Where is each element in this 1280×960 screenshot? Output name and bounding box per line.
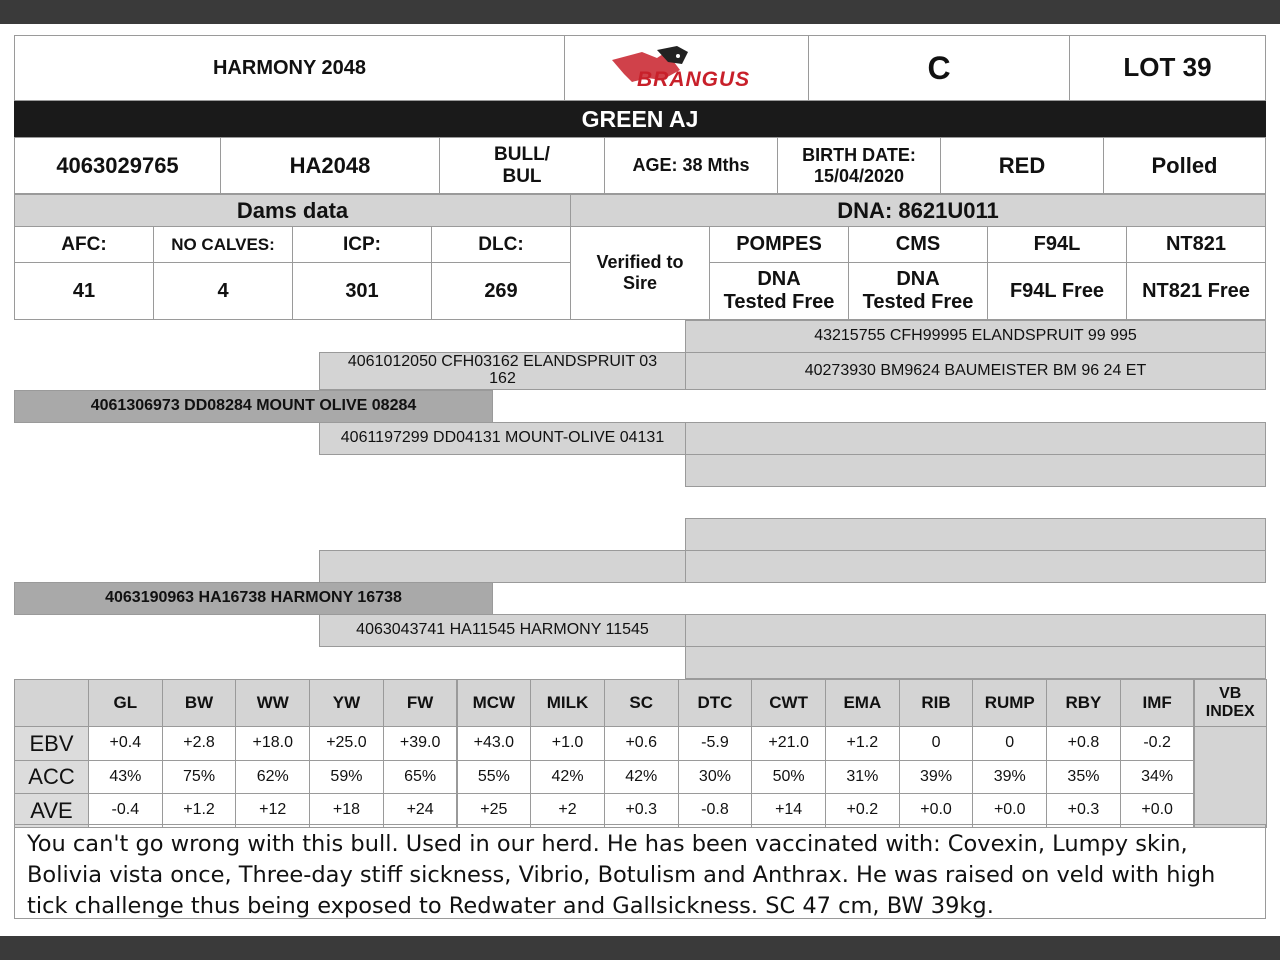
animal-id <box>220 137 440 194</box>
pedigree-text: 4063043741 HA11545 HARMONY 11545 <box>356 621 649 639</box>
pedigree-dam <box>14 582 493 615</box>
dams-header-text: NO CALVES: <box>171 234 275 254</box>
ebv-value: 59% <box>309 760 384 795</box>
ebv-value: 75% <box>162 760 237 795</box>
ebv-value: +1.0 <box>530 726 605 761</box>
colour-text: RED <box>998 152 1046 178</box>
ebv-value: +0.4 <box>88 726 163 761</box>
dams-header-text: ICP: <box>343 233 381 255</box>
category-text: C <box>927 49 951 86</box>
ebv-value: +0.0 <box>1120 793 1195 828</box>
ebv-value: +0.8 <box>1046 726 1121 761</box>
dna-title-text: DNA: 8621U011 <box>837 197 999 223</box>
lot-text: LOT 39 <box>1123 52 1212 83</box>
vb-index-value <box>1194 726 1268 828</box>
ebv-column-header: BW <box>162 679 237 727</box>
pedigree-ss <box>319 352 686 390</box>
ebv-value: +14 <box>751 793 826 828</box>
ebv-value: 0 <box>899 726 974 761</box>
pedigree-sds <box>685 422 1266 455</box>
lot-number <box>1069 35 1266 101</box>
pedigree-text: 40273930 BM9624 BAUMEISTER BM 96 24 ET <box>804 361 1147 379</box>
ebv-value: +0.0 <box>972 793 1047 828</box>
reg-number-text: 4063029765 <box>56 152 179 178</box>
ebv-column-header: CWT <box>751 679 826 727</box>
pedigree-text: 4061306973 DD08284 MOUNT OLIVE 08284 <box>90 397 417 415</box>
ebv-value: -5.9 <box>678 726 753 761</box>
owner-band <box>14 101 1266 137</box>
ebv-value: +1.2 <box>825 726 900 761</box>
birth-date-text: BIRTH DATE: 15/04/2020 <box>802 144 916 186</box>
pedigree-text: 4063190963 HA16738 HARMONY 16738 <box>105 589 402 607</box>
horn-text: Polled <box>1151 152 1218 178</box>
sex <box>439 137 605 194</box>
pedigree-dd <box>319 614 686 647</box>
ebv-value: +39.0 <box>383 726 458 761</box>
dna-test-result-text: F94L Free <box>1009 279 1105 302</box>
ebv-column-header: RUMP <box>972 679 1047 727</box>
ebv-value: +0.0 <box>899 793 974 828</box>
dna-title <box>570 194 1266 227</box>
ebv-column-header: RIB <box>899 679 974 727</box>
ebv-value: 30% <box>678 760 753 795</box>
dams-header-afc <box>14 226 154 263</box>
category <box>808 35 1070 101</box>
pedigree-text: 4061012050 CFH03162 ELANDSPRUIT 03 162 <box>347 353 658 387</box>
comments <box>14 824 1266 919</box>
pedigree-dss <box>685 518 1266 551</box>
ebv-value: 55% <box>457 760 532 795</box>
ebv-value: 50% <box>751 760 826 795</box>
pedigree-ds <box>319 550 686 583</box>
ebv-column-header: SC <box>604 679 679 727</box>
dna-test-name <box>1126 226 1266 263</box>
dna-test-result <box>709 262 849 320</box>
ebv-value: 0 <box>972 726 1047 761</box>
dna-test-result <box>987 262 1127 320</box>
dna-test-name <box>709 226 849 263</box>
vb-index-header: VB INDEX <box>1194 679 1268 727</box>
dams-header-icp <box>292 226 432 263</box>
ebv-column-header: MCW <box>457 679 532 727</box>
dams-title-text: Dams data <box>236 197 349 223</box>
ebv-value: +2 <box>530 793 605 828</box>
age <box>604 137 778 194</box>
ebv-column-header: FW <box>383 679 458 727</box>
ebv-column-header: WW <box>235 679 310 727</box>
age-text: AGE: 38 Mths <box>632 155 750 176</box>
horn-status <box>1103 137 1266 194</box>
animal-id-text: HA2048 <box>289 152 371 178</box>
owner-name: GREEN AJ <box>581 105 699 132</box>
ebv-column-header: MILK <box>530 679 605 727</box>
ebv-value: 34% <box>1120 760 1195 795</box>
ebv-value: +24 <box>383 793 458 828</box>
ebv-row-label: AVE <box>14 793 89 828</box>
dna-test-name-text: F94L <box>1033 233 1081 255</box>
pedigree-text: 4061197299 DD04131 MOUNT-OLIVE 04131 <box>340 429 665 447</box>
ebv-value: +12 <box>235 793 310 828</box>
dams-title <box>14 194 571 227</box>
ebv-column-header: GL <box>88 679 163 727</box>
ebv-value: +25.0 <box>309 726 384 761</box>
ebv-value: +2.8 <box>162 726 237 761</box>
ebv-value: 39% <box>972 760 1047 795</box>
top-frame-bar <box>0 0 1280 24</box>
sex-text: BULL/ BUL <box>494 143 550 187</box>
dna-test-name-text: NT821 <box>1165 233 1227 255</box>
birth-date <box>777 137 941 194</box>
dams-value-text: 41 <box>72 279 96 302</box>
pedigree-sdd <box>685 454 1266 487</box>
ebv-value: +21.0 <box>751 726 826 761</box>
pedigree-dds <box>685 614 1266 647</box>
dams-value-icp <box>292 262 432 320</box>
dams-value-text: 269 <box>484 279 518 302</box>
dams-value-calves <box>153 262 293 320</box>
pedigree-sire <box>14 390 493 423</box>
animal-name <box>14 35 565 101</box>
pedigree-sss <box>685 320 1266 353</box>
dams-header-text: DLC: <box>478 233 524 255</box>
dna-test-name-text: CMS <box>895 233 941 255</box>
comments-text: You can't go wrong with this bull. Used in our herd. He has been vaccinated with: Covexin, Lumpy skin, Bolivia vista once, Three-day stiff sickness, Vibrio, Botulism and Anthrax. He was raised on veld with high tick challenge thus being exposed to Redwater and Gallsickness. SC 47 cm, BW 39kg. <box>27 831 1216 919</box>
dna-test-name <box>987 226 1127 263</box>
dams-value-text: 301 <box>345 279 379 302</box>
logo-text: BRANGUS <box>637 68 751 91</box>
pedigree-dsd <box>685 550 1266 583</box>
pedigree-sd <box>319 422 686 455</box>
pedigree-text: 43215755 CFH99995 ELANDSPRUIT 99 995 <box>814 327 1137 345</box>
ebv-value: +0.3 <box>1046 793 1121 828</box>
ebv-value: 42% <box>530 760 605 795</box>
verified-to-sire <box>570 226 710 320</box>
ebv-column-header: IMF <box>1120 679 1195 727</box>
dna-test-result-text: DNA Tested Free <box>862 268 974 313</box>
dna-test-result-text: NT821 Free <box>1142 279 1250 302</box>
pedigree-ssd <box>685 352 1266 390</box>
ebv-column-header: DTC <box>678 679 753 727</box>
dna-test-result <box>1126 262 1266 320</box>
dams-header-calves <box>153 226 293 263</box>
pedigree-ddd <box>685 646 1266 679</box>
ebv-column-header: YW <box>309 679 384 727</box>
ebv-value: -0.2 <box>1120 726 1195 761</box>
ebv-value: -0.8 <box>678 793 753 828</box>
ebv-value: +25 <box>457 793 532 828</box>
dams-header-text: AFC: <box>61 233 107 255</box>
ebv-value: 62% <box>235 760 310 795</box>
dna-test-result-text: DNA Tested Free <box>723 268 835 313</box>
ebv-value: +1.2 <box>162 793 237 828</box>
brangus-logo <box>564 35 809 101</box>
ebv-value: 35% <box>1046 760 1121 795</box>
ebv-row-label: EBV <box>14 726 89 761</box>
reg-number <box>14 137 221 194</box>
ebv-value: +43.0 <box>457 726 532 761</box>
ebv-value: 65% <box>383 760 458 795</box>
animal-name-text: HARMONY 2048 <box>212 56 367 79</box>
dna-test-name-text: POMPES <box>736 233 822 255</box>
ebv-corner <box>14 679 89 727</box>
verified-text: Verified to Sire <box>596 252 684 293</box>
dams-value-afc <box>14 262 154 320</box>
dna-test-result <box>848 262 988 320</box>
ebv-value: -0.4 <box>88 793 163 828</box>
ebv-value: 42% <box>604 760 679 795</box>
ebv-row-label: ACC <box>14 760 89 795</box>
ebv-value: +18.0 <box>235 726 310 761</box>
ebv-value: 39% <box>899 760 974 795</box>
dams-value-dlc <box>431 262 571 320</box>
colour <box>940 137 1104 194</box>
ebv-value: +0.2 <box>825 793 900 828</box>
bottom-frame-bar <box>0 936 1280 960</box>
ebv-value: 31% <box>825 760 900 795</box>
ebv-value: +0.3 <box>604 793 679 828</box>
ebv-value: +0.6 <box>604 726 679 761</box>
ebv-column-header: EMA <box>825 679 900 727</box>
ebv-value: +18 <box>309 793 384 828</box>
dams-header-dlc <box>431 226 571 263</box>
ebv-value: 43% <box>88 760 163 795</box>
ebv-column-header: RBY <box>1046 679 1121 727</box>
dna-test-name <box>848 226 988 263</box>
dams-value-text: 4 <box>217 279 229 302</box>
